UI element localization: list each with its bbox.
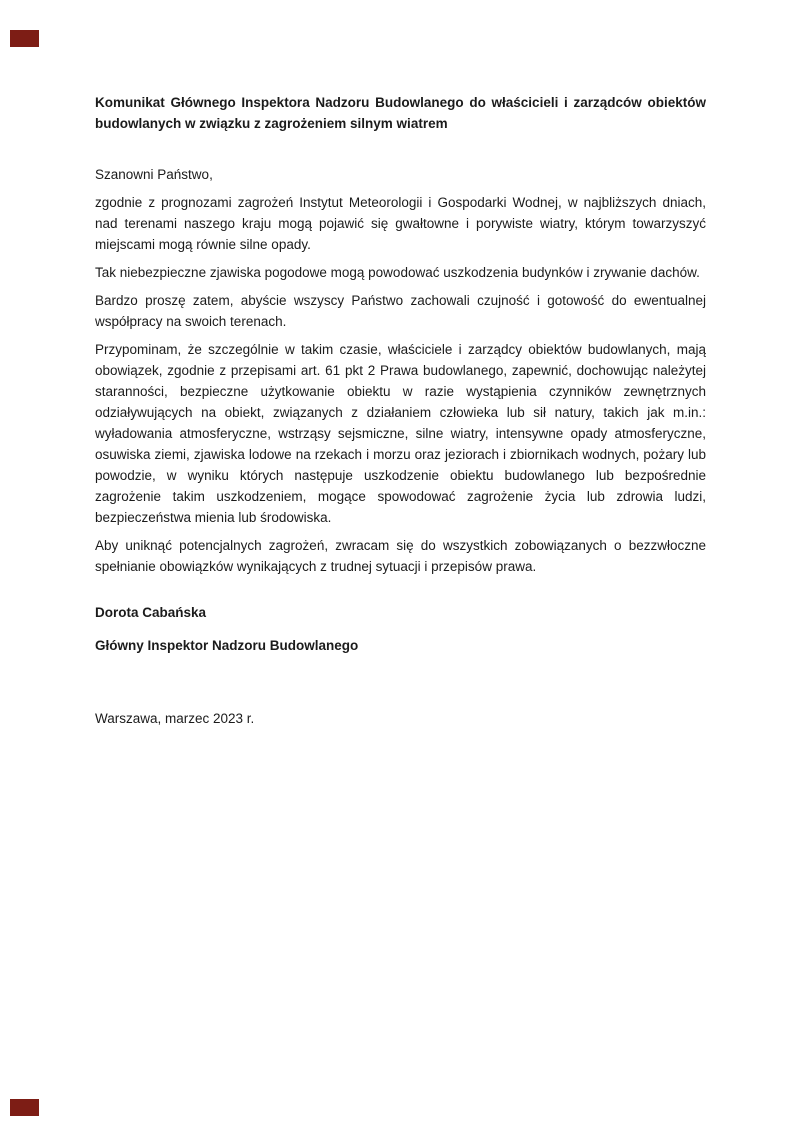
salutation: Szanowni Państwo, (95, 167, 213, 182)
paragraph-closing-appeal: Aby uniknąć potencjalnych zagrożeń, zwracam się do wszystkich zobowiązanych o bezzwłoczne spełnianie obowiązków wynikających z trudnej sytuacji i przepisów prawa. (95, 538, 706, 574)
signature-role: Główny Inspektor Nadzoru Budowlanego (95, 638, 359, 653)
paragraph-damage-warning: Tak niebezpieczne zjawiska pogodowe mogą powodować uszkodzenia budynków i zrywanie dachów. (95, 265, 700, 280)
letter-content (95, 92, 706, 729)
paragraph-legal-obligations: Przypominam, że szczególnie w takim czasie, właściciele i zarządcy obiektów budowlanych, mają obowiązek, zgodnie z przepisami art. 61 pkt 2 Prawa budowlanego, zapewnić, dochowując należytej staranności, bezpieczne użytkowanie obiektu w razie wystąpienia czynników zewnętrznych odziaływujących na obiekt, związanych z działaniem człowieka lub sił natury, takich jak m.in.: wyładowania atmosferyczne, wstrząsy sejsmiczne, silne wiatry, intensywne opady atmosferyczne, osuwiska ziemi, zjawiska lodowe na rzekach i morzu oraz jeziorach i zbiornikach wodnych, pożary lub powodzie, w wyniku których następuje uszkodzenie obiektu budowlanego lub bezpośrednie zagrożenie takim uszkodzeniem, mogące spowodować zagrożenie życia lub zdrowia ludzi, bezpieczeństwa mienia lub środowiska. (95, 342, 706, 525)
red-stamp-mark-top (10, 30, 39, 47)
document-title: Komunikat Głównego Inspektora Nadzoru Budowlanego do właścicieli i zarządców obiektów budowlanych w związku z zagrożeniem silnym wiatrem (95, 95, 706, 131)
dateline: Warszawa, marzec 2023 r. (95, 711, 255, 726)
paragraph-vigilance-request: Bardzo proszę zatem, abyście wszyscy Państwo zachowali czujność i gotowość do ewentualnej współpracy na swoich terenach. (95, 293, 706, 329)
signature-name: Dorota Cabańska (95, 605, 207, 620)
paragraph-forecast: zgodnie z prognozami zagrożeń Instytut Meteorologii i Gospodarki Wodnej, w najbliższych dniach, nad terenami naszego kraju mogą pojawić się gwałtowne i porywiste wiatry, którym towarzyszyć miejscami mogą równie silne opady. (95, 195, 706, 252)
red-stamp-mark-bottom (10, 1099, 39, 1116)
